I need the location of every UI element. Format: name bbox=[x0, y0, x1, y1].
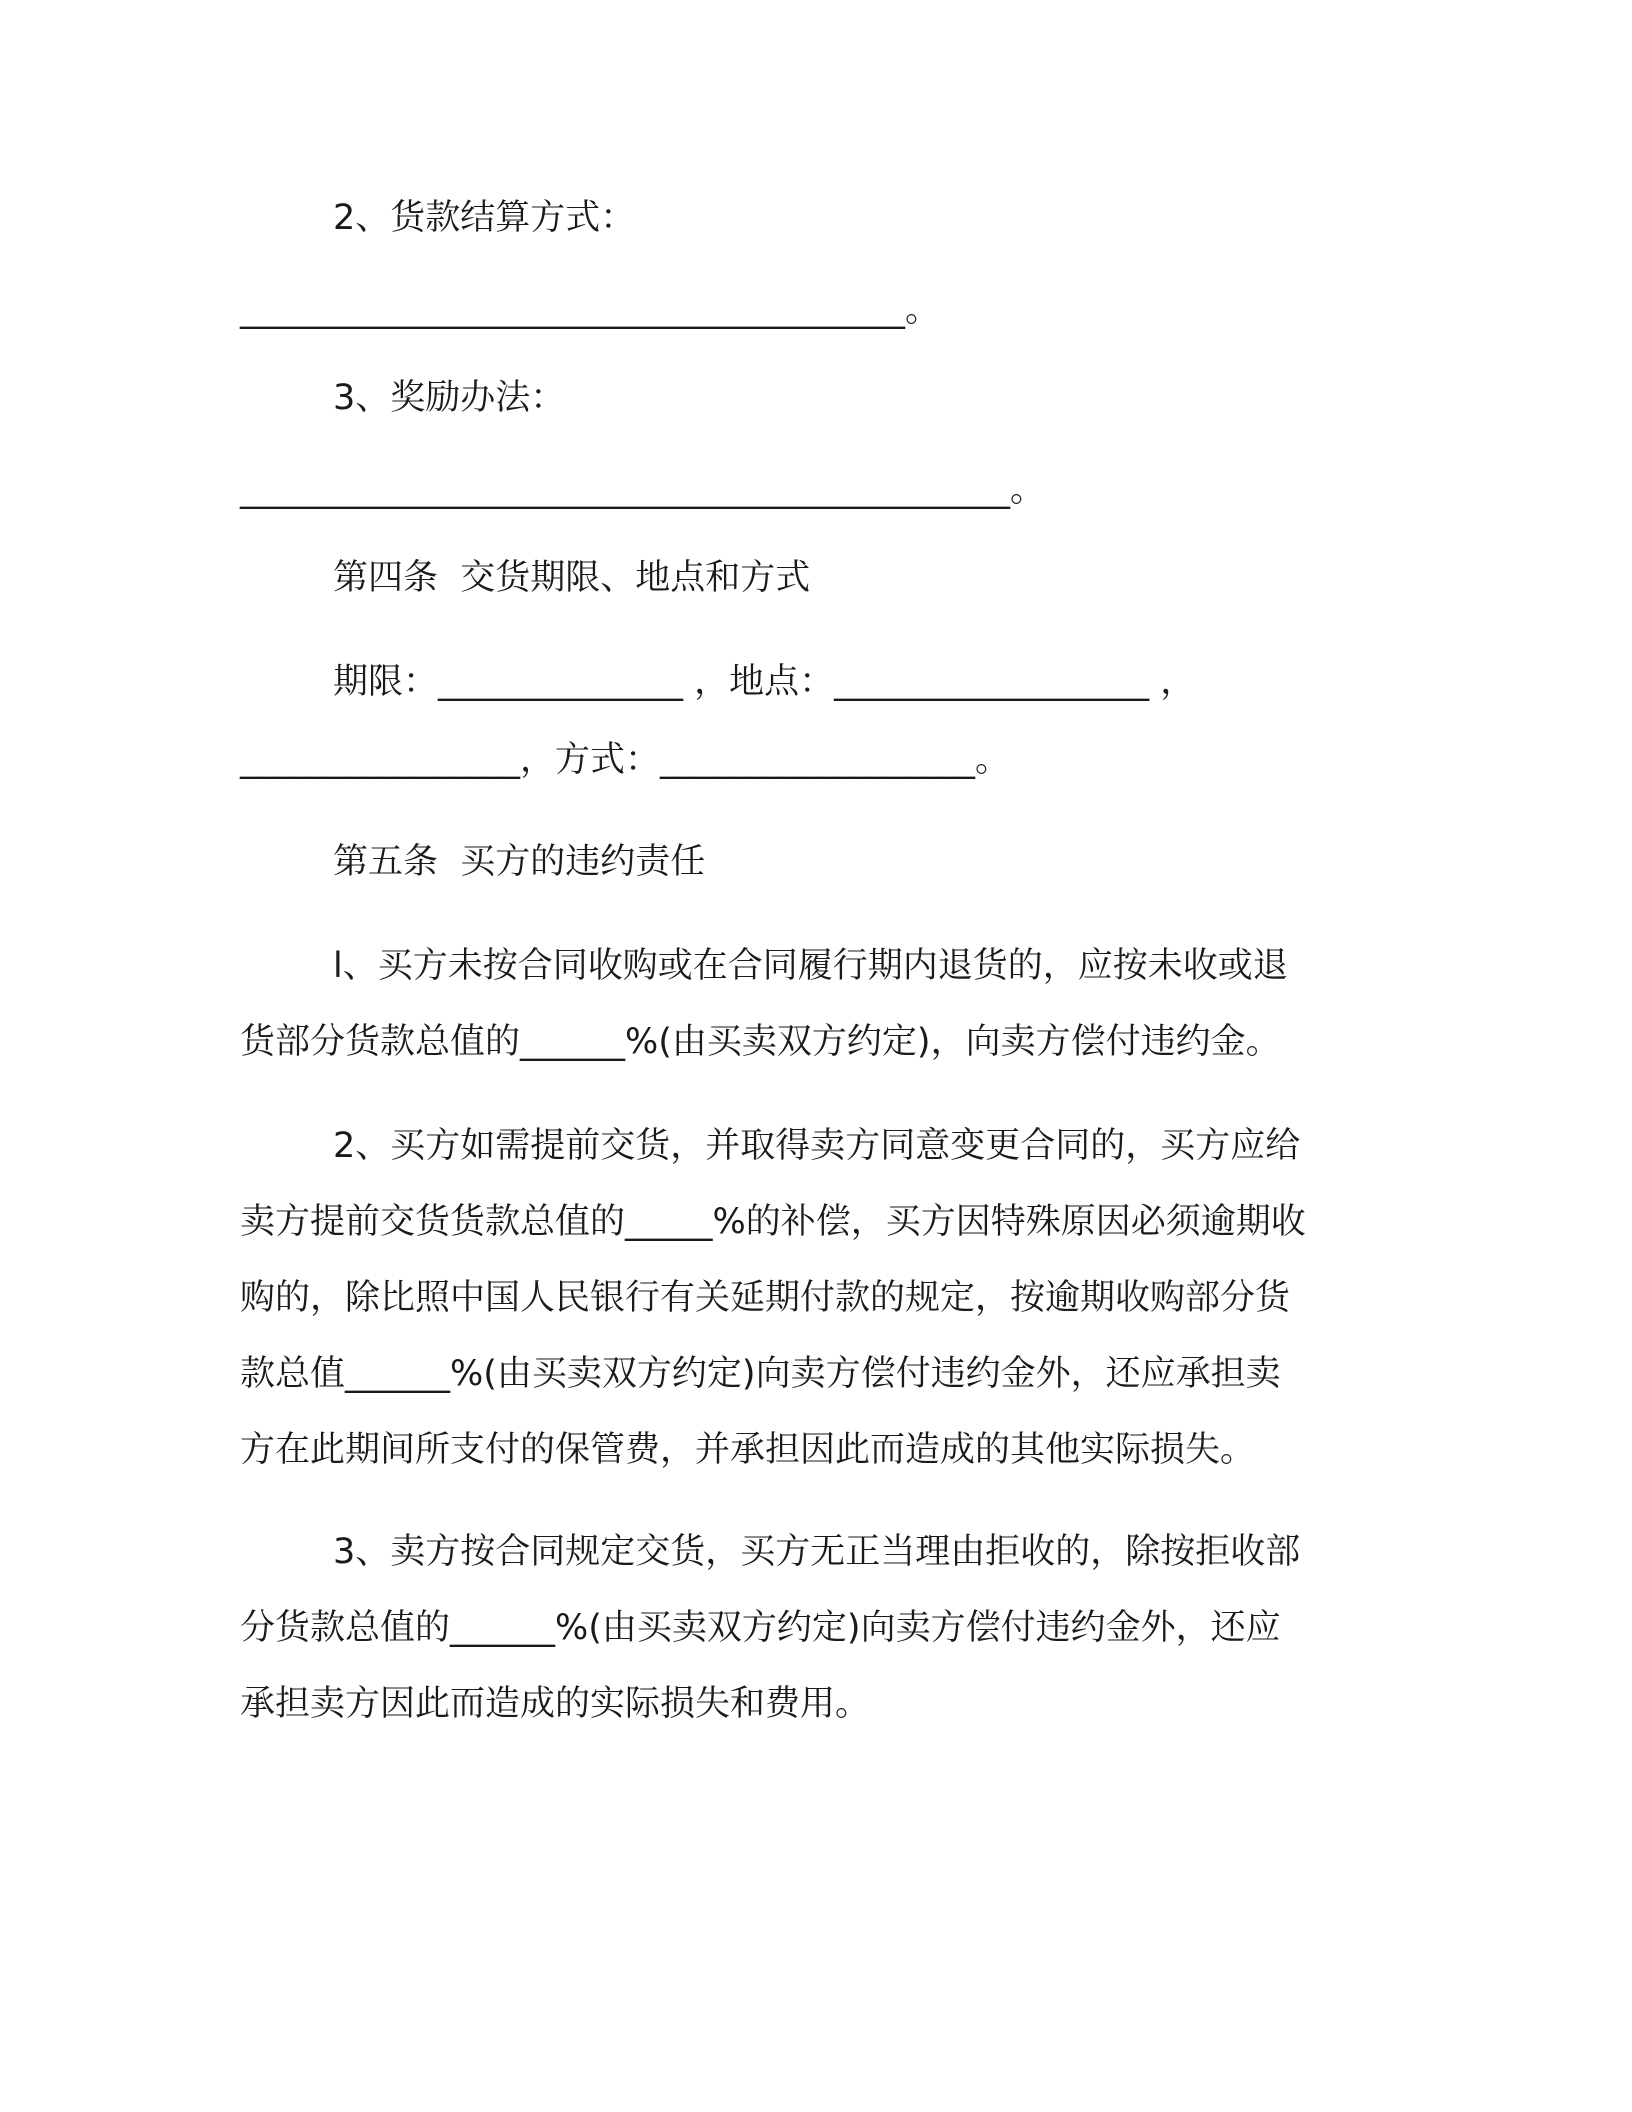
article-5-item-3-line-1: 3、卖方按合同规定交货，买方无正当理由拒收的，除按拒收部 bbox=[333, 1532, 1301, 1572]
article-5-item-2-line-3: 购的，除比照中国人民银行有关延期付款的规定，按逾期收购部分货 bbox=[240, 1278, 1291, 1318]
article-5-item-3-line-2: 分货款总值的______%(由买卖双方约定)向卖方偿付违约金外，还应 bbox=[240, 1608, 1281, 1648]
reward-method-blank: ____________________________________________。 bbox=[240, 470, 1046, 510]
article-5-item-1-line-1: l、买方未按合同收购或在合同履行期内退货的，应按未收或退 bbox=[333, 946, 1288, 986]
article-5-heading: 第五条 买方的违约责任 bbox=[333, 842, 706, 882]
settlement-method-blank: ______________________________________。 bbox=[240, 290, 941, 330]
clause-3-item-3-heading: 3、奖励办法： bbox=[333, 378, 566, 418]
article-5-item-3-line-3: 承担卖方因此而造成的实际损失和费用。 bbox=[240, 1684, 871, 1724]
article-5-item-2-line-1: 2、买方如需提前交货，并取得卖方同意变更合同的，买方应给 bbox=[333, 1126, 1301, 1166]
delivery-terms-line-2: ________________，方式：__________________。 bbox=[240, 740, 1011, 780]
clause-3-item-2-heading: 2、货款结算方式： bbox=[333, 198, 636, 238]
article-5-item-1-line-2: 货部分货款总值的______%(由买卖双方约定)，向卖方偿付违约金。 bbox=[240, 1022, 1281, 1062]
article-5-item-2-line-2: 卖方提前交货货款总值的_____%的补偿，买方因特殊原因必须逾期收 bbox=[240, 1202, 1306, 1242]
article-4-heading: 第四条 交货期限、地点和方式 bbox=[333, 558, 811, 598]
article-5-item-2-line-5: 方在此期间所支付的保管费，并承担因此而造成的其他实际损失。 bbox=[240, 1430, 1256, 1470]
article-5-item-2-line-4: 款总值______%(由买卖双方约定)向卖方偿付违约金外，还应承担卖 bbox=[240, 1354, 1281, 1394]
delivery-terms-line-1: 期限：______________ ，地点：__________________ ， bbox=[333, 662, 1196, 702]
